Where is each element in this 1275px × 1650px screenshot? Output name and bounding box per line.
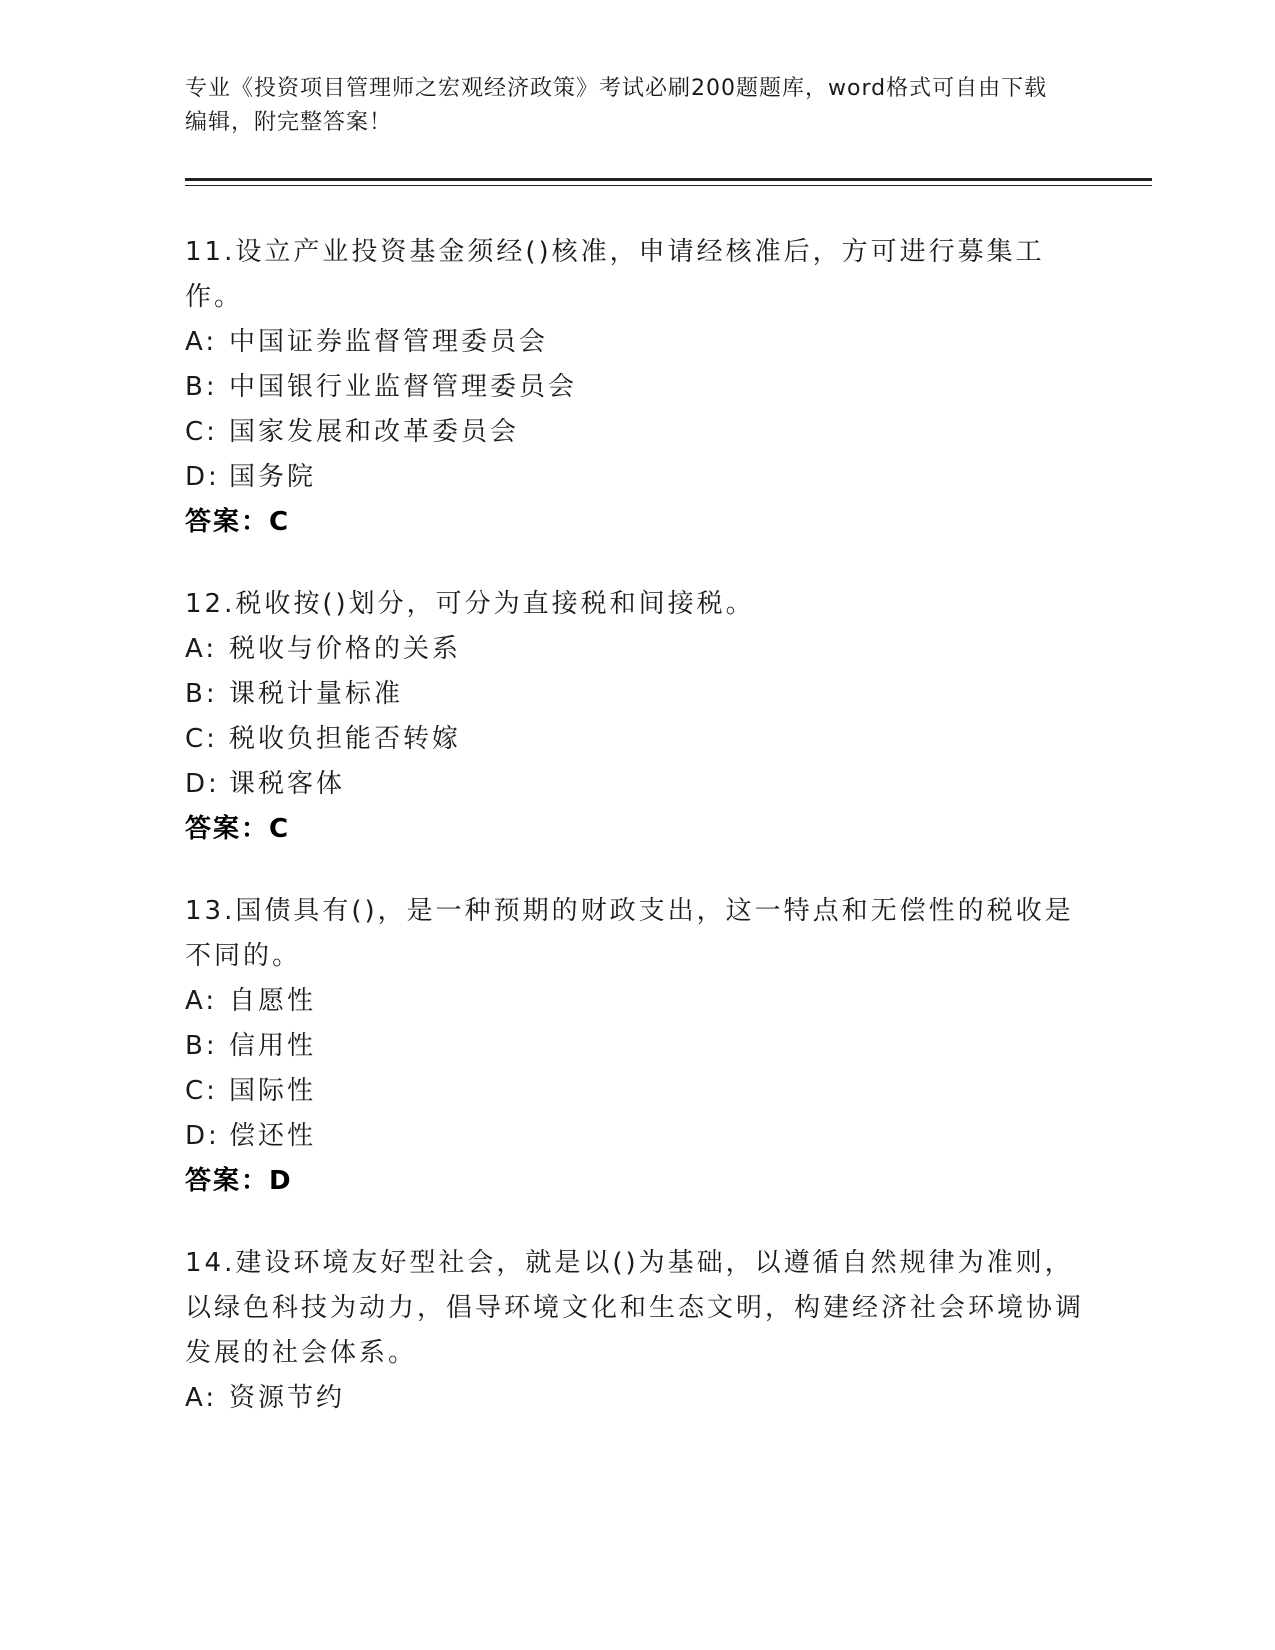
option-letter: D:: [185, 1121, 220, 1151]
question-14: [185, 1241, 1085, 1421]
option-text: 国家发展和改革委员会: [229, 417, 520, 447]
option-text: 课税计量标准: [229, 679, 404, 709]
option-b: [185, 672, 1085, 717]
answer-line: 答案：C: [185, 814, 291, 844]
option-letter: C:: [185, 724, 218, 754]
option-a: [185, 1376, 1085, 1421]
option-text: 资源节约: [229, 1383, 346, 1413]
option-text: 国务院: [229, 462, 317, 492]
question-stem: 12.税收按()划分，可分为直接税和间接税。: [185, 589, 755, 619]
option-c: [185, 717, 1085, 762]
option-text: 税收负担能否转嫁: [229, 724, 462, 754]
option-c: [185, 410, 1085, 455]
option-a: [185, 320, 1085, 365]
option-letter: D:: [185, 769, 220, 799]
option-letter: B:: [185, 372, 218, 402]
question-13: [185, 889, 1085, 1204]
answer-line: 答案：D: [185, 1166, 293, 1196]
document-intro: 专业《投资项目管理师之宏观经济政策》考试必刷200题题库，word格式可自由下载编辑，附完整答案！: [185, 76, 1048, 135]
option-text: 自愿性: [229, 986, 317, 1016]
option-d: [185, 762, 1085, 807]
question-list: [185, 230, 1085, 1458]
option-text: 中国证券监督管理委员会: [229, 327, 549, 357]
option-text: 信用性: [229, 1031, 317, 1061]
question-stem: 13.国债具有()，是一种预期的财政支出，这一特点和无偿性的税收是不同的。: [185, 896, 1074, 971]
option-letter: D:: [185, 462, 220, 492]
question-stem: 11.设立产业投资基金须经()核准，申请经核准后，方可进行募集工作。: [185, 237, 1045, 312]
question-stem: 14.建设环境友好型社会，就是以()为基础，以遵循自然规律为准则，以绿色科技为动力，倡导环境文化和生态文明，构建经济社会环境协调发展的社会体系。: [185, 1248, 1085, 1368]
option-a: [185, 979, 1085, 1024]
option-a: [185, 627, 1085, 672]
option-text: 国际性: [229, 1076, 317, 1106]
option-letter: C:: [185, 1076, 218, 1106]
option-text: 中国银行业监督管理委员会: [229, 372, 578, 402]
option-letter: A:: [185, 1383, 218, 1413]
option-letter: C:: [185, 417, 218, 447]
option-text: 偿还性: [229, 1121, 317, 1151]
option-letter: B:: [185, 679, 218, 709]
header-divider-thin: [185, 185, 1152, 186]
option-letter: B:: [185, 1031, 218, 1061]
option-letter: A:: [185, 327, 218, 357]
option-text: 课税客体: [229, 769, 346, 799]
option-text: 税收与价格的关系: [229, 634, 462, 664]
option-d: [185, 1114, 1085, 1159]
option-d: [185, 455, 1085, 500]
answer-line: 答案：C: [185, 507, 291, 537]
question-11: [185, 230, 1085, 545]
option-b: [185, 365, 1085, 410]
option-b: [185, 1024, 1085, 1069]
option-c: [185, 1069, 1085, 1114]
header-divider-thick: [185, 178, 1152, 181]
question-12: [185, 582, 1085, 852]
option-letter: A:: [185, 634, 218, 664]
option-letter: A:: [185, 986, 218, 1016]
